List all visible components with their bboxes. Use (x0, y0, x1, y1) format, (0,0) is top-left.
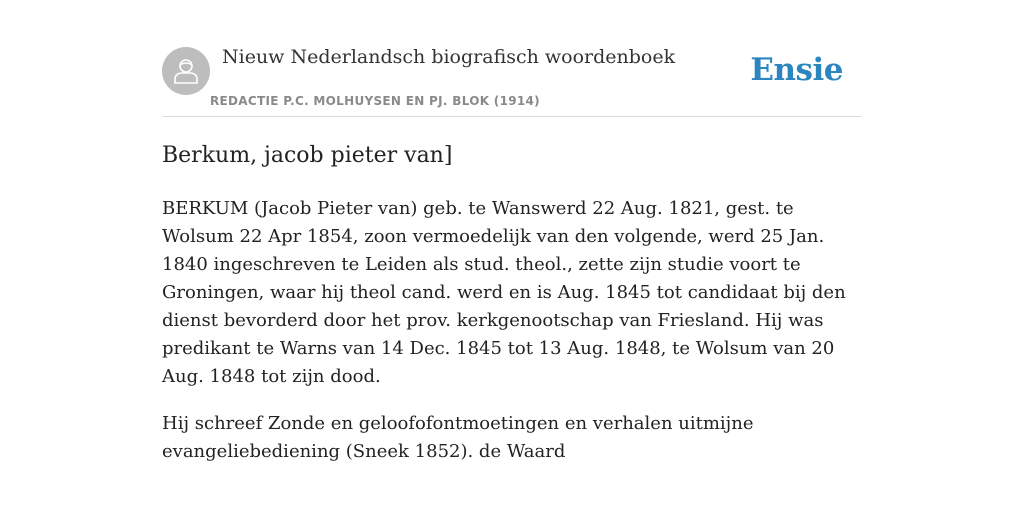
entry-title: Berkum, jacob pieter van] (162, 143, 453, 168)
avatar[interactable] (162, 47, 210, 95)
entry-paragraph: BERKUM (Jacob Pieter van) geb. te Wanswerd 22 Aug. 1821, gest. te Wolsum 22 Apr 1854, zoon vermoedelijk van den volgende, werd 25 Jan. 1840 ingeschreven te Leiden als stud. theol., zette zijn studie voort te Groningen, waar hij theol cand. werd en is Aug. 1845 tot candidaat bij den dienst bevorderd door het prov. kerkgenootschap van Friesland. Hij was predikant te Warns van 14 Dec. 1845 tot 13 Aug. 1848, te Wolsum van 20 Aug. 1848 tot zijn dood. (162, 198, 846, 387)
article-header (162, 38, 862, 117)
person-icon (171, 56, 201, 86)
entry-paragraph: Hij schreef Zonde en geloofofontmoetingen en verhalen uitmijne evangeliebediening (Sneek 1852). de Waard (162, 413, 754, 462)
brand-logo[interactable]: Ensie (750, 52, 843, 88)
article-card (162, 38, 862, 466)
editors-line: REDACTIE P.C. MOLHUYSEN EN PJ. BLOK (1914) (210, 94, 540, 108)
book-title[interactable]: Nieuw Nederlandsch biografisch woordenboek (222, 46, 676, 68)
